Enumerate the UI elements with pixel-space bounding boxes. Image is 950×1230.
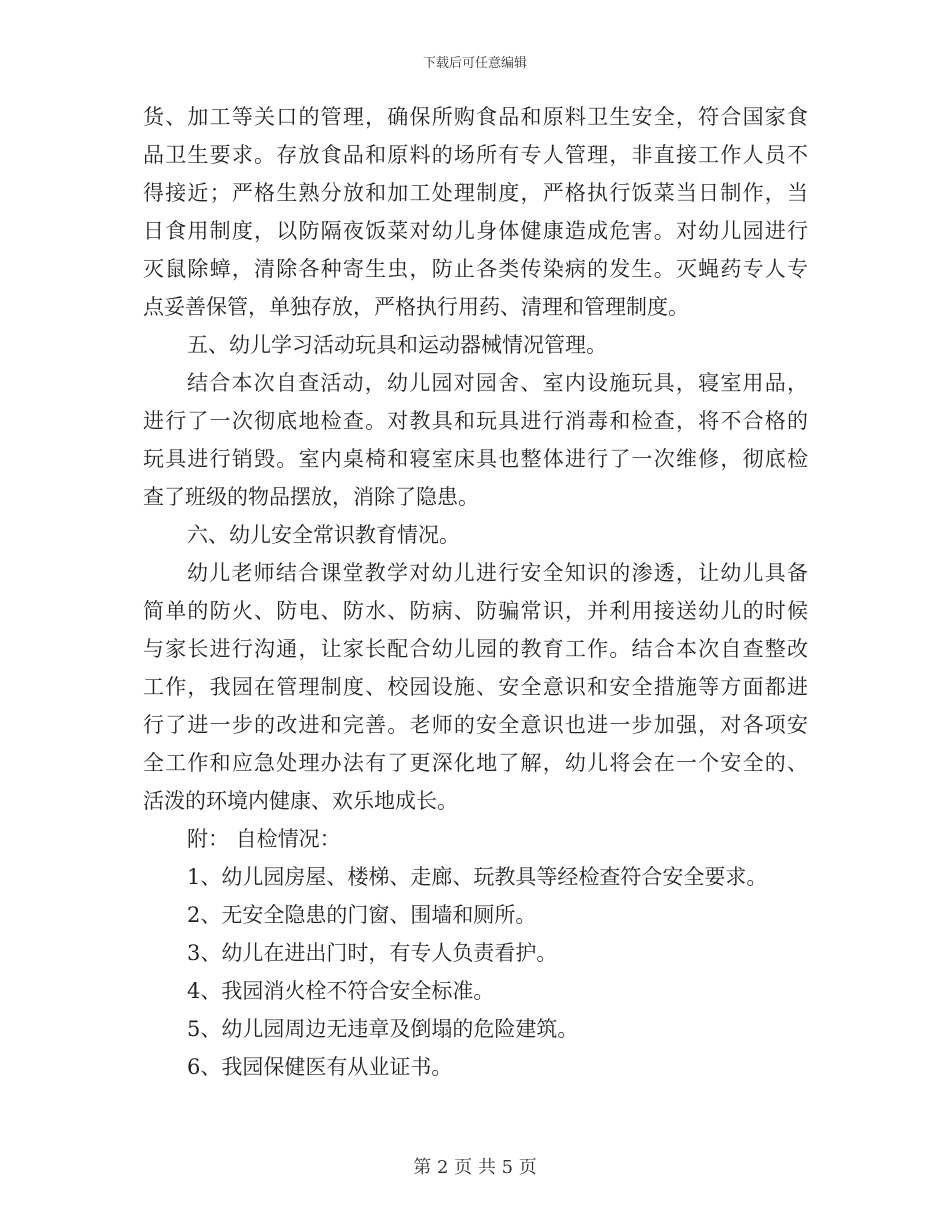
text-line: 进行了一次彻底地检查。对教具和玩具进行消毒和检查，将不合格的 (143, 409, 808, 433)
text-line: 简单的防火、防电、防水、防病、防骗常识，并利用接送幼儿的时候 (143, 599, 808, 623)
text-line: 玩具进行销毁。室内桌椅和寝室床具也整体进行了一次维修，彻底检 (143, 447, 808, 471)
text-line: 工作，我园在管理制度、校园设施、安全意识和安全措施等方面都进 (143, 675, 808, 699)
text-line: 货、加工等关口的管理，确保所购食品和原料卫生安全，符合国家食 (143, 105, 808, 129)
text-line: 六、幼儿安全常识教育情况。 (187, 523, 460, 547)
text-line: 6、我园保健医有从业证书。 (187, 1055, 453, 1079)
text-line: 得接近；严格生熟分放和加工处理制度，严格执行饭菜当日制作，当 (143, 181, 808, 205)
text-line: 日食用制度，以防隔夜饭菜对幼儿身体健康造成危害。对幼儿园进行 (143, 219, 808, 243)
text-line: 五、幼儿学习活动玩具和运动器械情况管理。 (187, 333, 607, 357)
page-header: 下载后可任意编辑 (422, 56, 527, 71)
text-line: 查了班级的物品摆放，消除了隐患。 (143, 485, 479, 509)
text-line: 4、我园消火栓不符合安全标准。 (187, 979, 495, 1003)
text-line: 3、幼儿在进出门时，有专人负责看护。 (187, 941, 558, 965)
text-line: 幼儿老师结合课堂教学对幼儿进行安全知识的渗透，让幼儿具备 (187, 561, 808, 585)
text-line: 1、幼儿园房屋、楼梯、走廊、玩教具等经检查符合安全要求。 (187, 865, 768, 889)
text-line: 全工作和应急处理办法有了更深化地了解，幼儿将会在一个安全的、 (143, 751, 808, 775)
page-footer: 第 2 页 共 5 页 (413, 1157, 537, 1178)
text-line: 2、无安全隐患的门窗、围墙和厕所。 (187, 903, 537, 927)
text-line: 活泼的环境内健康、欢乐地成长。 (143, 789, 458, 813)
text-line: 灭鼠除蟑，清除各种寄生虫，防止各类传染病的发生。灭蝇药专人专 (143, 257, 808, 281)
text-line: 附： 自检情况： (187, 827, 341, 851)
text-line: 5、幼儿园周边无违章及倒塌的危险建筑。 (187, 1017, 579, 1041)
text-line: 与家长进行沟通，让家长配合幼儿园的教育工作。结合本次自查整改 (143, 637, 808, 661)
text-line: 结合本次自查活动，幼儿园对园舍、室内设施玩具，寝室用品， (187, 371, 808, 395)
document-body (143, 98, 808, 1086)
text-line: 点妥善保管，单独存放，严格执行用药、清理和管理制度。 (143, 295, 689, 319)
text-line: 行了进一步的改进和完善。老师的安全意识也进一步加强，对各项安 (143, 713, 808, 737)
text-line: 品卫生要求。存放食品和原料的场所有专人管理，非直接工作人员不 (143, 143, 808, 167)
